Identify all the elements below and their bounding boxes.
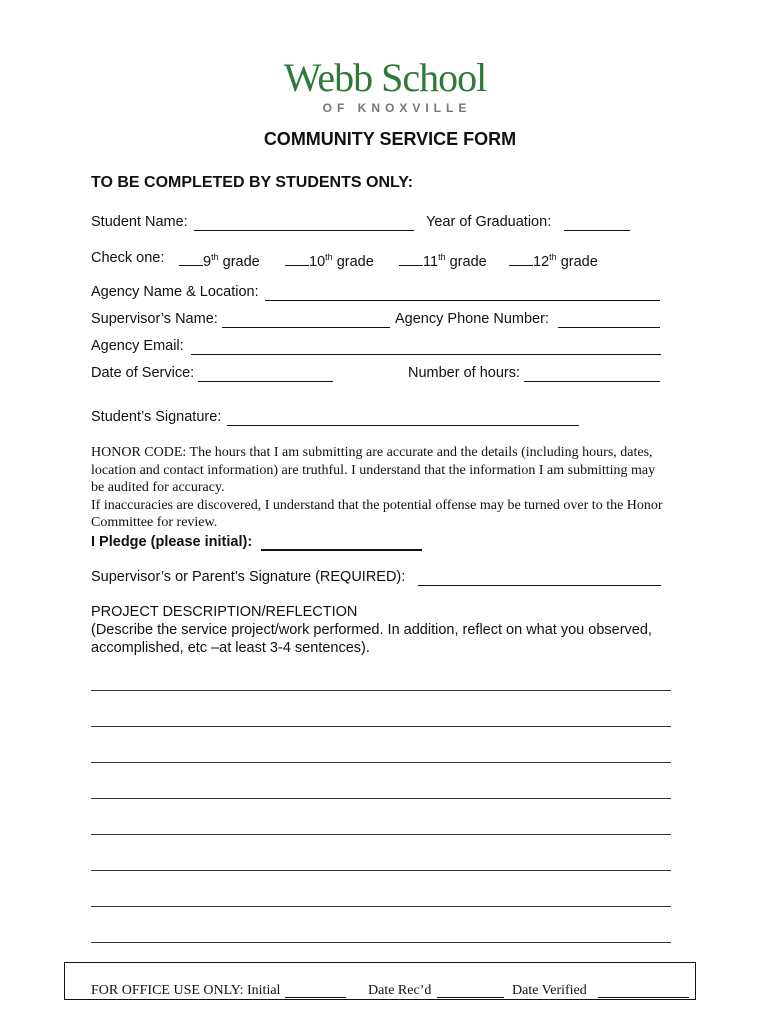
grade-12-num: 12 (533, 254, 550, 270)
project-instructions: (Describe the service project/work performed. In addition, reflect on what you observed, accomplished, etc –at least 3-4 sentences). (91, 622, 652, 656)
agency-email-field[interactable] (191, 354, 661, 355)
agency-phone-label: Agency Phone Number: (395, 311, 549, 327)
date-verified-field[interactable] (598, 997, 689, 998)
honor-code-text: HONOR CODE: The hours that I am submitting are accurate and the details (including hours, dates, location and contact information) are truthful. I understand that the information I am submitting may be audited for accuracy. (91, 445, 656, 495)
pledge-label: I Pledge (please initial): (91, 534, 253, 550)
project-title: PROJECT DESCRIPTION/REFLECTION (91, 604, 358, 620)
grade-12-sup: th (549, 252, 557, 263)
office-initial-field[interactable] (285, 997, 346, 998)
grade-9-checkline[interactable] (179, 250, 203, 266)
grade-11-sup: th (438, 252, 446, 263)
year-graduation-label: Year of Graduation: (426, 214, 552, 230)
student-name-label: Student Name: (91, 214, 188, 230)
supervisor-signature-field[interactable] (418, 585, 661, 586)
reflection-line[interactable] (91, 798, 671, 799)
supervisor-signature-label: Supervisor’s or Parent’s Signature (REQUIRED): (91, 569, 406, 585)
form-subtitle: TO BE COMPLETED BY STUDENTS ONLY: (91, 174, 414, 191)
office-initial-label: FOR OFFICE USE ONLY: Initial (91, 983, 281, 998)
grade-11-word: grade (449, 254, 487, 270)
supervisor-name-field[interactable] (222, 327, 390, 328)
grade-9-word: grade (222, 254, 260, 270)
form-title: COMMUNITY SERVICE FORM (263, 129, 517, 149)
agency-email-label: Agency Email: (91, 338, 184, 354)
year-graduation-field[interactable] (564, 230, 630, 231)
grade-11-checkline[interactable] (399, 250, 423, 266)
student-signature-label: Student’s Signature: (91, 409, 222, 425)
grade-9-num: 9 (203, 254, 212, 270)
reflection-line[interactable] (91, 870, 671, 871)
project-description (91, 603, 691, 657)
number-hours-field[interactable] (524, 381, 660, 382)
date-service-label: Date of Service: (91, 365, 195, 381)
agency-phone-field[interactable] (558, 327, 660, 328)
school-logo: Webb School (283, 55, 487, 100)
date-service-field[interactable] (198, 381, 333, 382)
grade-9-option[interactable] (179, 250, 260, 270)
check-one-label: Check one: (91, 250, 165, 266)
grade-11-option[interactable] (399, 250, 487, 270)
grade-9-sup: th (211, 252, 219, 263)
reflection-line[interactable] (91, 690, 671, 691)
honor-code-consequence: If inaccuracies are discovered, I understand that the potential offense may be turned over to the Honor Committee for review. (91, 497, 663, 530)
reflection-line[interactable] (91, 726, 671, 727)
number-hours-label: Number of hours: (408, 365, 521, 381)
grade-10-num: 10 (309, 254, 326, 270)
date-recd-label: Date Rec’d (368, 983, 432, 998)
grade-10-sup: th (325, 252, 333, 263)
honor-code (91, 444, 671, 532)
grade-12-option[interactable] (509, 250, 598, 270)
student-signature-field[interactable] (227, 425, 579, 426)
agency-name-label: Agency Name & Location: (91, 284, 259, 300)
grade-10-checkline[interactable] (285, 250, 309, 266)
student-name-field[interactable] (194, 230, 414, 231)
date-verified-label: Date Verified (512, 983, 587, 998)
reflection-line[interactable] (91, 906, 671, 907)
pledge-initial-field[interactable] (261, 549, 422, 551)
supervisor-name-label: Supervisor’s Name: (91, 311, 218, 327)
grade-10-option[interactable] (285, 250, 374, 270)
grade-12-word: grade (560, 254, 598, 270)
reflection-line[interactable] (91, 762, 671, 763)
agency-name-field[interactable] (265, 300, 660, 301)
school-logo-subtitle: OF KNOXVILLE (322, 101, 472, 115)
reflection-line[interactable] (91, 834, 671, 835)
grade-12-checkline[interactable] (509, 250, 533, 266)
grade-10-word: grade (336, 254, 374, 270)
reflection-line[interactable] (91, 942, 671, 943)
grade-11-num: 11 (423, 254, 439, 270)
date-recd-field[interactable] (437, 997, 504, 998)
